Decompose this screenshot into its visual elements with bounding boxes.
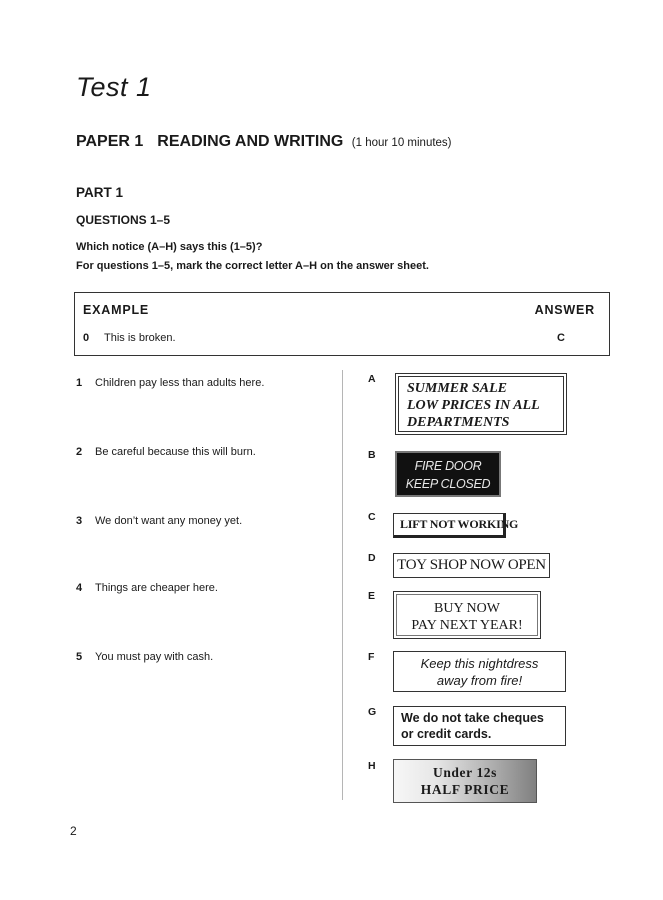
notice-b [395, 451, 501, 497]
paper-name: READING AND WRITING [157, 133, 344, 150]
instruction-line: Which notice (A–H) says this (1–5)? [76, 241, 263, 253]
test-title: Test 1 [76, 72, 152, 102]
example-answer: C [557, 332, 565, 344]
notice-line: KEEP CLOSED [405, 477, 491, 491]
example-box [74, 292, 610, 356]
page-number: 2 [70, 824, 77, 838]
notice-line: We do not take cheques [401, 711, 544, 725]
notice-letter: F [368, 651, 375, 663]
question-text: Things are cheaper here. [95, 582, 218, 594]
notice-line: SUMMER SALE [407, 381, 507, 396]
column-divider [342, 370, 343, 800]
example-label: EXAMPLE [83, 303, 150, 317]
notice-line: TOY SHOP NOW OPEN [397, 557, 546, 573]
notice-line: Keep this nightdress [420, 656, 539, 671]
question-number: 1 [76, 377, 83, 389]
notice-a-frame [398, 376, 564, 432]
notice-line: FIRE DOOR [414, 459, 482, 473]
notice-line: away from fire! [436, 673, 523, 688]
question-text: Children pay less than adults here. [95, 377, 265, 389]
question-item [76, 651, 213, 663]
question-text: You must pay with cash. [95, 651, 214, 663]
notice-line: BUY NOW [434, 601, 500, 616]
notice-letter: G [368, 706, 377, 718]
notice-a [395, 373, 567, 435]
notice-e-frame [396, 594, 538, 636]
notice-g [393, 706, 566, 746]
question-item [76, 377, 264, 389]
questions-heading: QUESTIONS 1–5 [76, 213, 171, 227]
answer-label: ANSWER [534, 303, 595, 317]
notice-c [393, 513, 519, 538]
notice-letter: B [368, 449, 376, 461]
notice-letter: H [368, 760, 376, 772]
notice-line: LIFT NOT WORKING [400, 517, 519, 531]
notice-letter: C [368, 511, 376, 523]
question-number: 5 [76, 651, 83, 663]
paper-duration: (1 hour 10 minutes) [351, 137, 452, 149]
notice-letter: E [368, 590, 376, 602]
question-number: 3 [76, 515, 83, 527]
question-number: 4 [76, 582, 83, 594]
paper-heading [76, 133, 452, 151]
notice-line: LOW PRICES IN ALL [407, 398, 540, 413]
notice-letter: D [368, 552, 376, 564]
notice-line: Under 12s [432, 765, 498, 780]
question-item [76, 515, 242, 527]
notice-f [393, 651, 566, 692]
notice-line: HALF PRICE [420, 782, 510, 797]
question-item [76, 582, 218, 594]
question-number: 2 [76, 446, 83, 458]
paper-number: PAPER 1 [76, 133, 144, 150]
notice-line: DEPARTMENTS [407, 415, 510, 430]
notice-line: or credit cards. [401, 727, 492, 741]
notice-letter: A [368, 373, 376, 385]
part-heading: PART 1 [76, 185, 124, 200]
notice-line: PAY NEXT YEAR! [411, 618, 523, 633]
example-text: This is broken. [104, 332, 176, 344]
notice-h [393, 759, 537, 803]
example-number: 0 [83, 332, 90, 344]
notice-e [393, 591, 541, 639]
question-item [76, 446, 256, 458]
question-text: Be careful because this will burn. [95, 446, 256, 458]
notice-d [393, 553, 550, 578]
question-text: We don’t want any money yet. [95, 515, 243, 527]
instruction-line: For questions 1–5, mark the correct letter A–H on the answer sheet. [76, 260, 429, 272]
